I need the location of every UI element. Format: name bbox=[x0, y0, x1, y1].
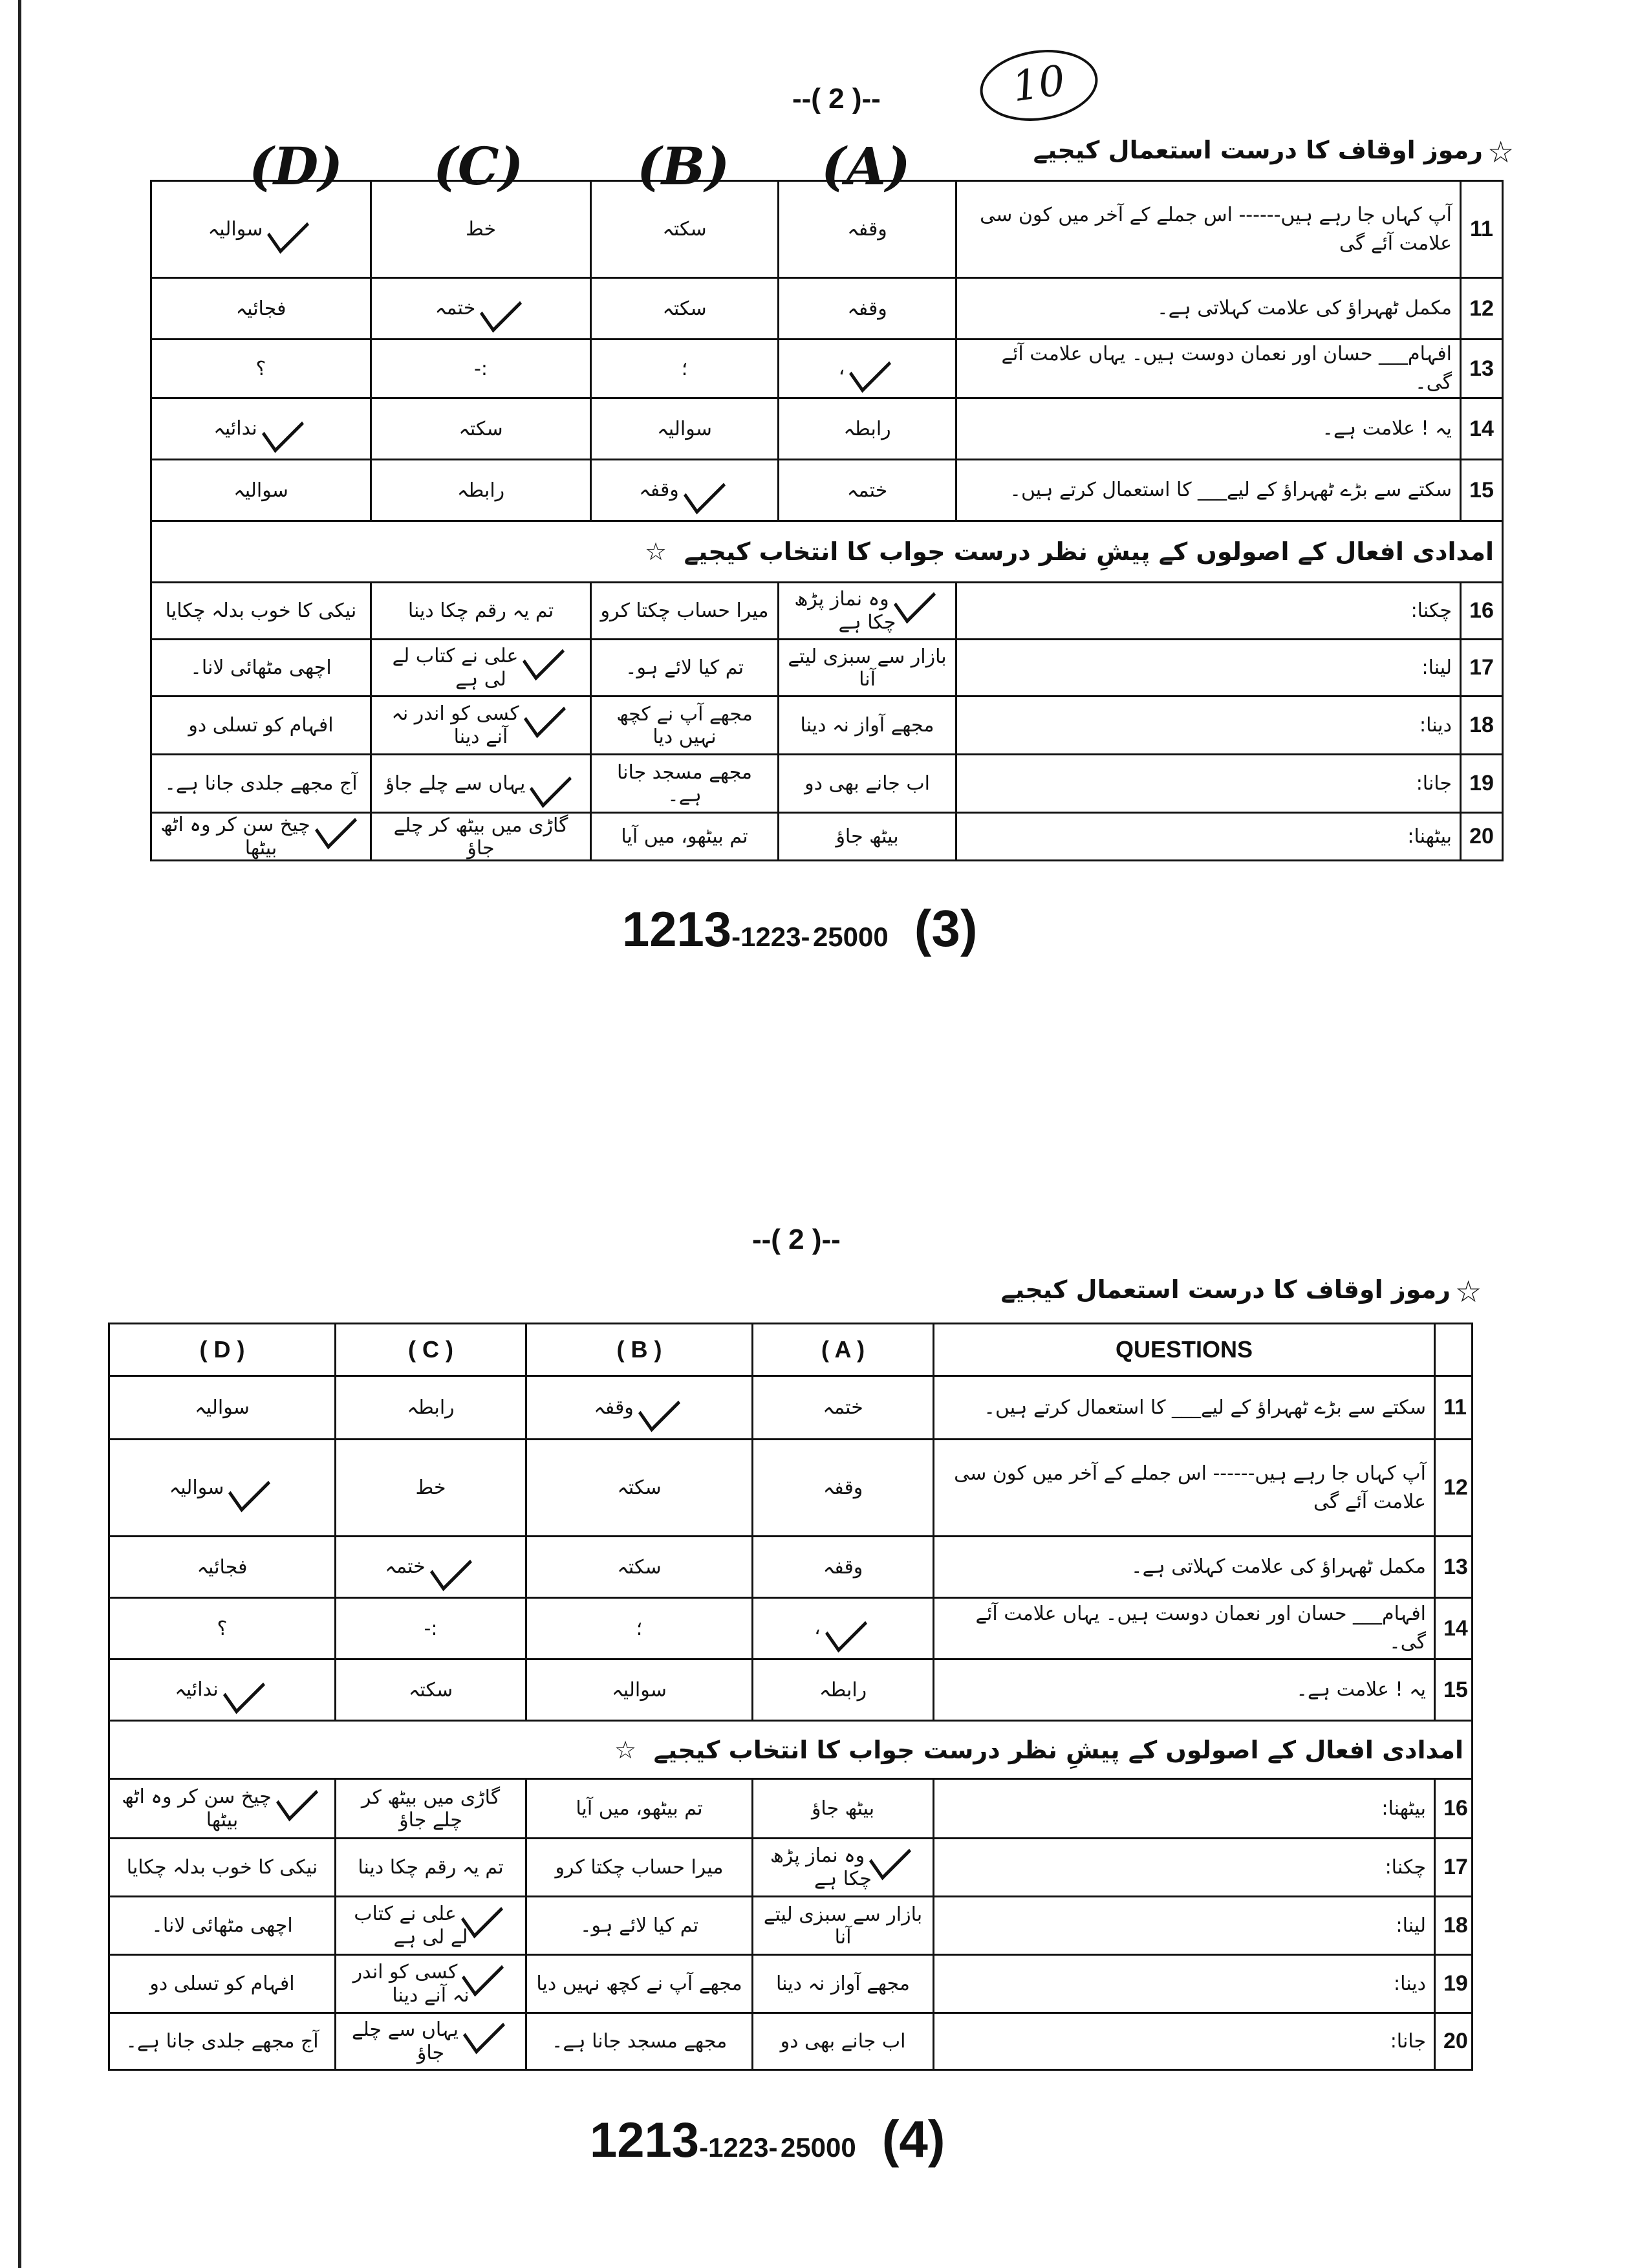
option-d[interactable]: اچھی مٹھائی لانا۔ bbox=[151, 640, 371, 697]
option-c[interactable]: گاڑی میں بیٹھ کر چلے جاؤ bbox=[336, 1779, 526, 1839]
question-text: مکمل ٹھہراؤ کی علامت کہلاتی ہے۔ bbox=[956, 278, 1461, 340]
table-row bbox=[151, 697, 1503, 755]
option-c[interactable]: گاڑی میں بیٹھ کر چلے جاؤ bbox=[371, 813, 591, 861]
handwritten-label: (C) bbox=[433, 136, 524, 197]
question-text: مکمل ٹھہراؤ کی علامت کہلاتی ہے۔ bbox=[934, 1537, 1435, 1598]
option-c[interactable]: رابطہ bbox=[336, 1376, 526, 1440]
option-b[interactable]: مجھے مسجد جانا ہے۔ bbox=[526, 2013, 753, 2070]
handwritten-label: (B) bbox=[637, 136, 730, 197]
question-text: سکتے سے بڑے ٹھہراؤ کے لیے___ کا استعمال کرتے ہیں۔ bbox=[956, 460, 1461, 521]
star-icon: ☆ bbox=[645, 537, 667, 566]
option-d[interactable]: فجائیہ bbox=[151, 278, 371, 340]
table-row bbox=[151, 813, 1503, 861]
question-number: 19 bbox=[1461, 755, 1503, 813]
page-label: --( 2 )-- bbox=[792, 83, 881, 114]
paper-code: 1213-1223- 25000 (4) bbox=[590, 2110, 945, 2168]
option-d[interactable]: سوالیہ bbox=[109, 1376, 336, 1440]
question-text: بیٹھنا: bbox=[956, 813, 1461, 861]
question-text: یہ ! علامت ہے۔ bbox=[956, 398, 1461, 460]
question-text: دینا: bbox=[934, 1955, 1435, 2013]
column-header-d: ( D ) bbox=[109, 1324, 336, 1376]
option-c[interactable]: کسی کو اندر نہ آنے دینا bbox=[371, 697, 591, 755]
check-mark bbox=[262, 405, 304, 453]
question-number: 12 bbox=[1461, 278, 1503, 340]
option-d[interactable]: فجائیہ bbox=[109, 1537, 336, 1598]
option-d[interactable]: سوالیہ bbox=[109, 1440, 336, 1537]
question-number: 14 bbox=[1461, 398, 1503, 460]
check-mark bbox=[825, 1605, 867, 1653]
question-text: چکنا: bbox=[934, 1839, 1435, 1897]
section-title: امدادی افعال کے اصولوں کے پیشِ نظر درست جواب کا انتخاب کیجیے ☆ bbox=[151, 521, 1503, 583]
option-d[interactable]: سوالیہ bbox=[151, 460, 371, 521]
option-c[interactable]: کسی کو اندر نہ آنے دینا bbox=[336, 1955, 526, 2013]
check-mark bbox=[524, 691, 566, 739]
handwritten-mark: 10 bbox=[975, 43, 1102, 128]
section-banner-row bbox=[151, 521, 1503, 583]
option-c[interactable]: سکتہ bbox=[371, 398, 591, 460]
check-mark bbox=[463, 2007, 505, 2055]
option-b[interactable]: مجھے آپ نے کچھ نہیں دیا bbox=[526, 1955, 753, 2013]
section-banner-row bbox=[109, 1721, 1473, 1779]
check-mark bbox=[849, 345, 891, 393]
table-row bbox=[109, 1897, 1473, 1955]
question-text: لینا: bbox=[934, 1897, 1435, 1955]
table-row bbox=[109, 1779, 1473, 1839]
option-d[interactable]: ؟ bbox=[151, 340, 371, 398]
option-a[interactable]: ختمہ bbox=[779, 460, 956, 521]
table-row bbox=[109, 1839, 1473, 1897]
check-mark bbox=[430, 1544, 472, 1592]
star-icon: ☆ bbox=[614, 1735, 637, 1764]
star-icon: ☆ bbox=[1487, 135, 1515, 169]
question-text: آپ کہاں جا رہے ہیں------ اس جملے کے آخر میں کون سی علامت آئے گی bbox=[956, 181, 1461, 278]
column-header-c: ( C ) bbox=[336, 1324, 526, 1376]
table-row bbox=[109, 2013, 1473, 2070]
option-d[interactable]: نیکی کا خوب بدلہ چکایا bbox=[109, 1839, 336, 1897]
option-c[interactable]: تم یہ رقم چکا دینا bbox=[371, 583, 591, 640]
option-b[interactable]: سوالیہ bbox=[526, 1659, 753, 1721]
option-d[interactable]: چیخ سن کر وہ اٹھ بیٹھا bbox=[109, 1779, 336, 1839]
option-d[interactable]: افہام کو تسلی دو bbox=[151, 697, 371, 755]
column-header-b: ( B ) bbox=[526, 1324, 753, 1376]
option-a[interactable]: ، bbox=[753, 1598, 934, 1659]
question-number: 11 bbox=[1461, 181, 1503, 278]
table-row bbox=[151, 460, 1503, 521]
question-number: 13 bbox=[1435, 1537, 1473, 1598]
option-a[interactable]: وقفہ bbox=[753, 1440, 934, 1537]
question-number: 19 bbox=[1435, 1955, 1473, 2013]
option-c[interactable]: خط bbox=[336, 1440, 526, 1537]
column-header-questions: QUESTIONS bbox=[934, 1324, 1435, 1376]
question-number: 17 bbox=[1435, 1839, 1473, 1897]
check-mark bbox=[869, 1833, 911, 1881]
option-c[interactable]: سکتہ bbox=[336, 1659, 526, 1721]
table-header-row bbox=[109, 1324, 1473, 1376]
option-c[interactable]: :- bbox=[336, 1598, 526, 1659]
option-d[interactable]: نیکی کا خوب بدلہ چکایا bbox=[151, 583, 371, 640]
scan-edge-line bbox=[18, 0, 21, 2268]
option-b[interactable]: سکتہ bbox=[591, 181, 779, 278]
option-d[interactable]: آج مجھے جلدی جانا ہے۔ bbox=[109, 2013, 336, 2070]
option-d[interactable]: ندائیہ bbox=[109, 1659, 336, 1721]
question-number: 11 bbox=[1435, 1376, 1473, 1440]
question-text: چکنا: bbox=[956, 583, 1461, 640]
table-row bbox=[151, 583, 1503, 640]
option-a[interactable]: وقفہ bbox=[779, 278, 956, 340]
check-mark bbox=[638, 1384, 680, 1432]
option-b[interactable]: مجھے آپ نے کچھ نہیں دیا bbox=[591, 697, 779, 755]
option-d[interactable]: آج مجھے جلدی جانا ہے۔ bbox=[151, 755, 371, 813]
question-text: جانا: bbox=[956, 755, 1461, 813]
option-b[interactable]: مجھے مسجد جانا ہے۔ bbox=[591, 755, 779, 813]
option-a[interactable]: بیٹھ جاؤ bbox=[779, 813, 956, 861]
option-c[interactable]: یہاں سے چلے جاؤ bbox=[371, 755, 591, 813]
option-a[interactable]: مجھے آواز نہ دینا bbox=[753, 1955, 934, 2013]
option-a[interactable]: رابطہ bbox=[779, 398, 956, 460]
table-row bbox=[109, 1659, 1473, 1721]
table-row bbox=[151, 340, 1503, 398]
question-number: 18 bbox=[1461, 697, 1503, 755]
question-number: 14 bbox=[1435, 1598, 1473, 1659]
table-row bbox=[109, 1440, 1473, 1537]
star-icon: ☆ bbox=[1455, 1274, 1482, 1309]
option-d[interactable]: سوالیہ bbox=[151, 181, 371, 278]
question-text: دینا: bbox=[956, 697, 1461, 755]
question-text: یہ ! علامت ہے۔ bbox=[934, 1659, 1435, 1721]
option-b[interactable]: سوالیہ bbox=[591, 398, 779, 460]
option-b[interactable]: تم بیٹھو، میں آیا bbox=[526, 1779, 753, 1839]
check-mark bbox=[267, 206, 309, 254]
option-a[interactable]: اب جانے بھی دو bbox=[779, 755, 956, 813]
option-b[interactable]: تم کیا لائے ہو۔ bbox=[591, 640, 779, 697]
option-b[interactable]: تم بیٹھو، میں آیا bbox=[591, 813, 779, 861]
question-text: بیٹھنا: bbox=[934, 1779, 1435, 1839]
table-row bbox=[151, 181, 1503, 278]
check-mark bbox=[523, 633, 565, 681]
check-mark bbox=[894, 576, 936, 624]
paper-code: 1213-1223- 25000 (3) bbox=[622, 900, 978, 957]
option-c[interactable]: یہاں سے چلے جاؤ bbox=[336, 2013, 526, 2070]
check-mark bbox=[228, 1464, 270, 1512]
question-number: 20 bbox=[1435, 2013, 1473, 2070]
table-row bbox=[151, 755, 1503, 813]
option-b[interactable]: ؛ bbox=[526, 1598, 753, 1659]
option-d[interactable]: چیخ سن کر وہ اٹھ بیٹھا bbox=[151, 813, 371, 861]
question-number: 15 bbox=[1435, 1659, 1473, 1721]
question-number: 20 bbox=[1461, 813, 1503, 861]
handwritten-label: (D) bbox=[249, 136, 343, 197]
option-c[interactable]: ختمہ bbox=[336, 1537, 526, 1598]
table-row bbox=[109, 1537, 1473, 1598]
table-row bbox=[151, 640, 1503, 697]
handwritten-label: (A) bbox=[821, 136, 911, 197]
option-c[interactable]: ختمہ bbox=[371, 278, 591, 340]
question-number: 15 bbox=[1461, 460, 1503, 521]
option-c[interactable]: خط bbox=[371, 181, 591, 278]
option-a[interactable]: وہ نماز پڑھ چکا ہے bbox=[779, 583, 956, 640]
section-title: رموز اوقاف کا درست استعمال کیجیے bbox=[1033, 136, 1483, 164]
option-a[interactable]: ختمہ bbox=[753, 1376, 934, 1440]
option-a[interactable]: وہ نماز پڑھ چکا ہے bbox=[753, 1839, 934, 1897]
check-mark bbox=[223, 1667, 265, 1714]
check-mark bbox=[276, 1774, 318, 1822]
column-header-a: ( A ) bbox=[753, 1324, 934, 1376]
check-mark bbox=[530, 760, 572, 808]
section-title: رموز اوقاف کا درست استعمال کیجیے bbox=[1000, 1275, 1451, 1304]
option-b[interactable]: میرا حساب چکتا کرو bbox=[526, 1839, 753, 1897]
column-header-number bbox=[1435, 1324, 1473, 1376]
check-mark bbox=[684, 467, 726, 515]
question-number: 13 bbox=[1461, 340, 1503, 398]
option-d[interactable]: افہام کو تسلی دو bbox=[109, 1955, 336, 2013]
option-b[interactable]: میرا حساب چکتا کرو bbox=[591, 583, 779, 640]
option-b[interactable]: وقفہ bbox=[526, 1376, 753, 1440]
option-b[interactable]: سکتہ bbox=[526, 1440, 753, 1537]
option-d[interactable]: اچھی مٹھائی لانا۔ bbox=[109, 1897, 336, 1955]
option-a[interactable]: ، bbox=[779, 340, 956, 398]
option-c[interactable]: رابطہ bbox=[371, 460, 591, 521]
table-row bbox=[109, 1598, 1473, 1659]
option-c[interactable]: :- bbox=[371, 340, 591, 398]
table-row bbox=[151, 278, 1503, 340]
question-text: جانا: bbox=[934, 2013, 1435, 2070]
question-number: 16 bbox=[1435, 1779, 1473, 1839]
page-label: --( 2 )-- bbox=[752, 1224, 841, 1255]
table-row bbox=[109, 1955, 1473, 2013]
option-b[interactable]: سکتہ bbox=[591, 278, 779, 340]
option-a[interactable]: بازار سے سبزی لیتے آنا bbox=[779, 640, 956, 697]
option-a[interactable]: بیٹھ جاؤ bbox=[753, 1779, 934, 1839]
question-text: افہام___ حسان اور نعمان دوست ہیں۔ یہاں علامت آئے گی۔ bbox=[934, 1598, 1435, 1659]
option-a[interactable]: مجھے آواز نہ دینا bbox=[779, 697, 956, 755]
check-mark bbox=[480, 285, 522, 333]
option-d[interactable]: ؟ bbox=[109, 1598, 336, 1659]
option-b[interactable]: وقفہ bbox=[591, 460, 779, 521]
question-number: 18 bbox=[1435, 1897, 1473, 1955]
question-number: 12 bbox=[1435, 1440, 1473, 1537]
question-text: آپ کہاں جا رہے ہیں------ اس جملے کے آخر میں کون سی علامت آئے گی bbox=[934, 1440, 1435, 1537]
section-title: امدادی افعال کے اصولوں کے پیشِ نظر درست جواب کا انتخاب کیجیے ☆ bbox=[109, 1721, 1473, 1779]
question-number: 16 bbox=[1461, 583, 1503, 640]
option-a[interactable]: وقفہ bbox=[753, 1537, 934, 1598]
option-c[interactable]: علی نے کتاب لے لی ہے bbox=[371, 640, 591, 697]
option-b[interactable]: ؛ bbox=[591, 340, 779, 398]
mcq-table-top bbox=[150, 180, 1504, 861]
option-a[interactable]: اب جانے بھی دو bbox=[753, 2013, 934, 2070]
question-text: سکتے سے بڑے ٹھہراؤ کے لیے___ کا استعمال کرتے ہیں۔ bbox=[934, 1376, 1435, 1440]
option-b[interactable]: تم کیا لائے ہو۔ bbox=[526, 1897, 753, 1955]
option-c[interactable]: علی نے کتاب لے لی ہے bbox=[336, 1897, 526, 1955]
mcq-table-bottom bbox=[108, 1323, 1473, 2071]
option-b[interactable]: سکتہ bbox=[526, 1537, 753, 1598]
question-text: افہام___ حسان اور نعمان دوست ہیں۔ یہاں علامت آئے گی۔ bbox=[956, 340, 1461, 398]
option-a[interactable]: وقفہ bbox=[779, 181, 956, 278]
table-row bbox=[151, 398, 1503, 460]
option-c[interactable]: تم یہ رقم چکا دینا bbox=[336, 1839, 526, 1897]
option-a[interactable]: بازار سے سبزی لیتے آنا bbox=[753, 1897, 934, 1955]
question-text: لینا: bbox=[956, 640, 1461, 697]
question-number: 17 bbox=[1461, 640, 1503, 697]
table-row bbox=[109, 1376, 1473, 1440]
option-d[interactable]: ندائیہ bbox=[151, 398, 371, 460]
option-a[interactable]: رابطہ bbox=[753, 1659, 934, 1721]
